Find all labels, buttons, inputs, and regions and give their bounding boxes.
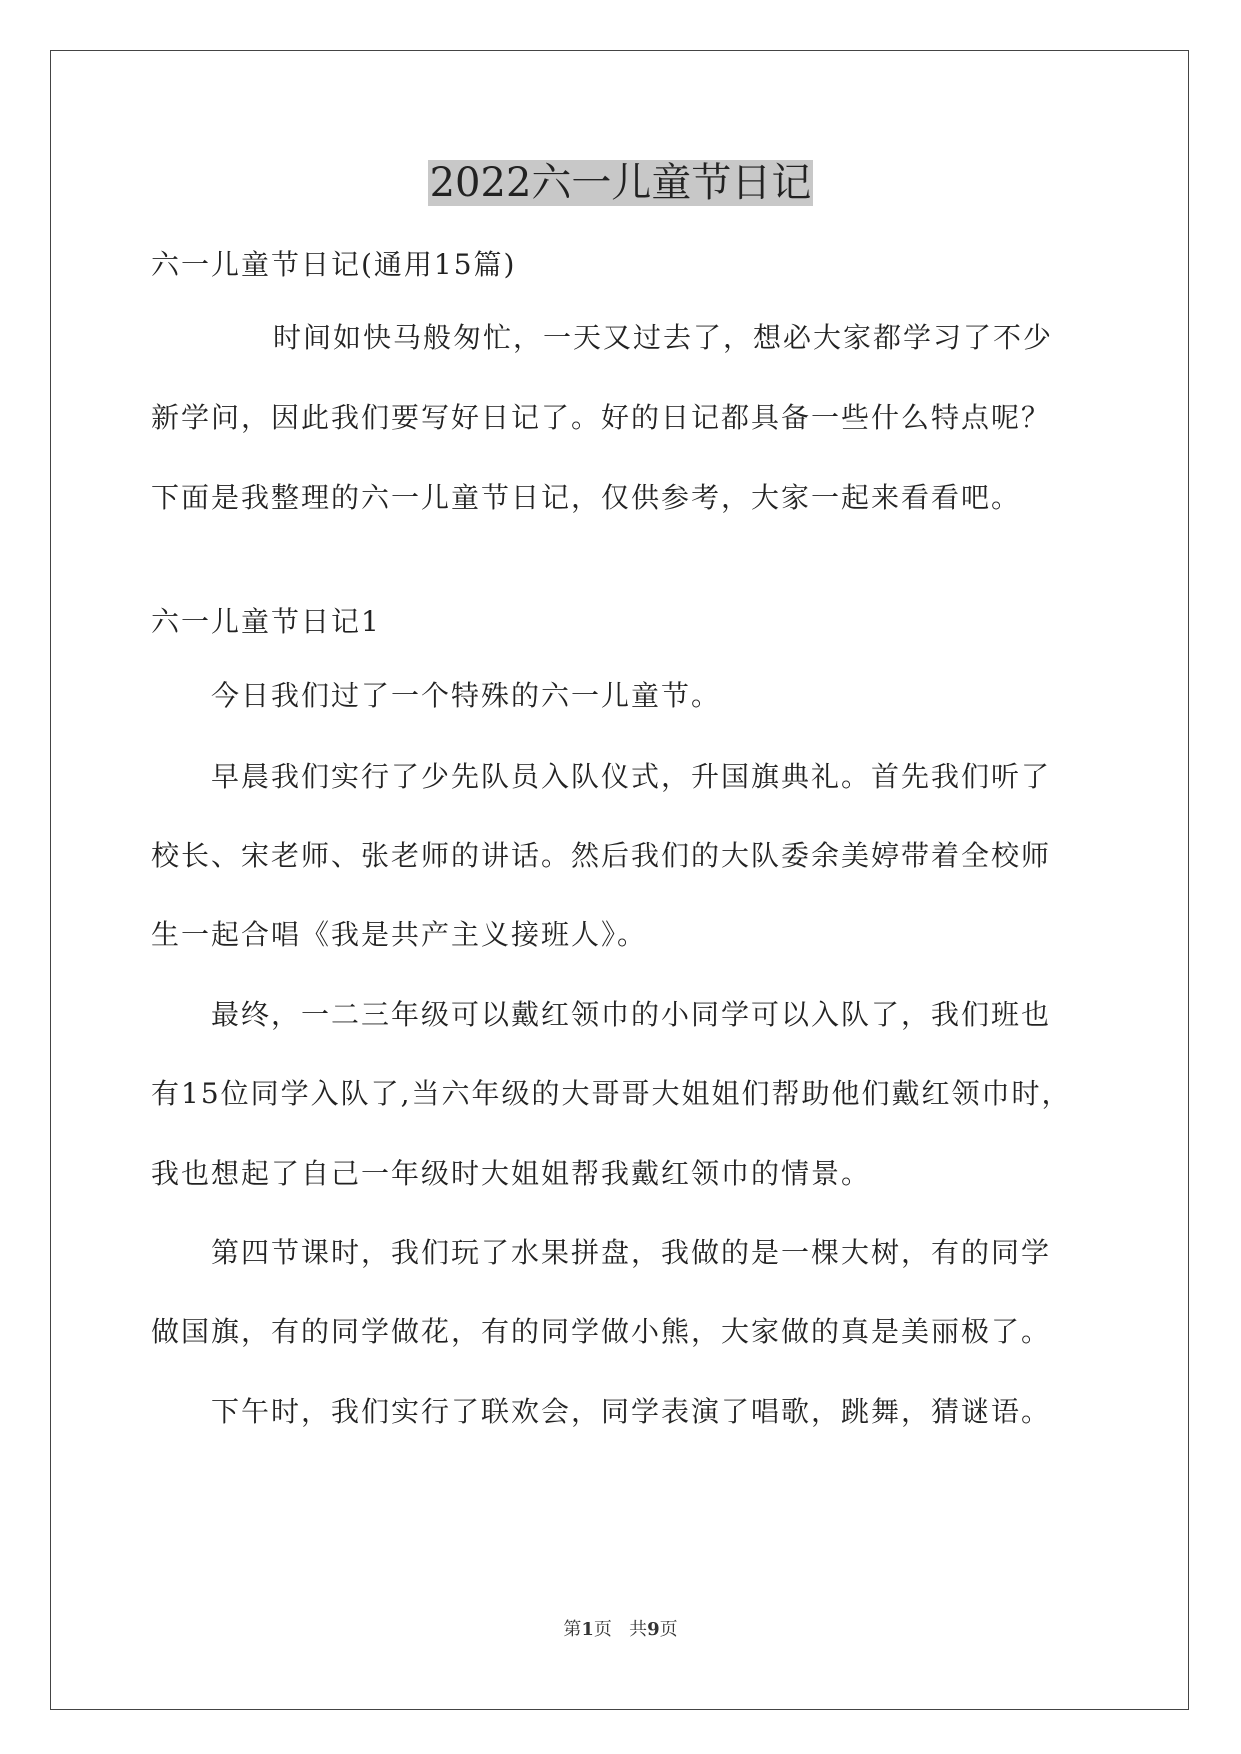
subtitle: 六一儿童节日记(通用15篇) xyxy=(151,248,517,281)
paragraph-line: 最终，一二三年级可以戴红领巾的小同学可以入队了，我们班也 xyxy=(211,998,1052,1031)
title-text: 2022六一儿童节日记 xyxy=(429,160,812,206)
paragraph-line: 做国旗，有的同学做花，有的同学做小熊，大家做的真是美丽极了。 xyxy=(151,1315,1052,1348)
intro-line: 新学问，因此我们要写好日记了。好的日记都具备一些什么特点呢？ xyxy=(151,401,1052,434)
intro-line: 下面是我整理的六一儿童节日记，仅供参考，大家一起来看看吧。 xyxy=(151,481,1022,514)
document-title xyxy=(0,155,1241,211)
page-number: 1 xyxy=(581,1619,594,1640)
paragraph-line: 有15位同学入队了,当六年级的大哥哥大姐姐们帮助他们戴红领巾时， xyxy=(151,1077,1072,1110)
paragraph-line: 生一起合唱《我是共产主义接班人》。 xyxy=(151,918,648,951)
total-pages: 9 xyxy=(647,1619,660,1640)
total-suffix: 页 xyxy=(659,1619,678,1640)
intro-line: 时间如快马般匆忙，一天又过去了，想必大家都学习了不少 xyxy=(273,321,1054,354)
paragraph-line: 校长、宋老师、张老师的讲话。然后我们的大队委余美婷带着全校师 xyxy=(151,839,1052,872)
paragraph-line: 我也想起了自己一年级时大姐姐帮我戴红领巾的情景。 xyxy=(151,1157,872,1190)
paragraph-line: 今日我们过了一个特殊的六一儿童节。 xyxy=(211,679,722,712)
page-prefix: 第 xyxy=(563,1619,582,1640)
paragraph-line: 下午时，我们实行了联欢会，同学表演了唱歌，跳舞，猜谜语。 xyxy=(211,1395,1052,1428)
section-heading: 六一儿童节日记1 xyxy=(151,605,381,638)
page-footer xyxy=(0,1618,1241,1642)
total-prefix: 共 xyxy=(629,1619,648,1640)
paragraph-line: 第四节课时，我们玩了水果拼盘，我做的是一棵大树，有的同学 xyxy=(211,1236,1052,1269)
paragraph-line: 早晨我们实行了少先队员入队仪式，升国旗典礼。首先我们听了 xyxy=(211,760,1052,793)
page-suffix: 页 xyxy=(593,1619,612,1640)
